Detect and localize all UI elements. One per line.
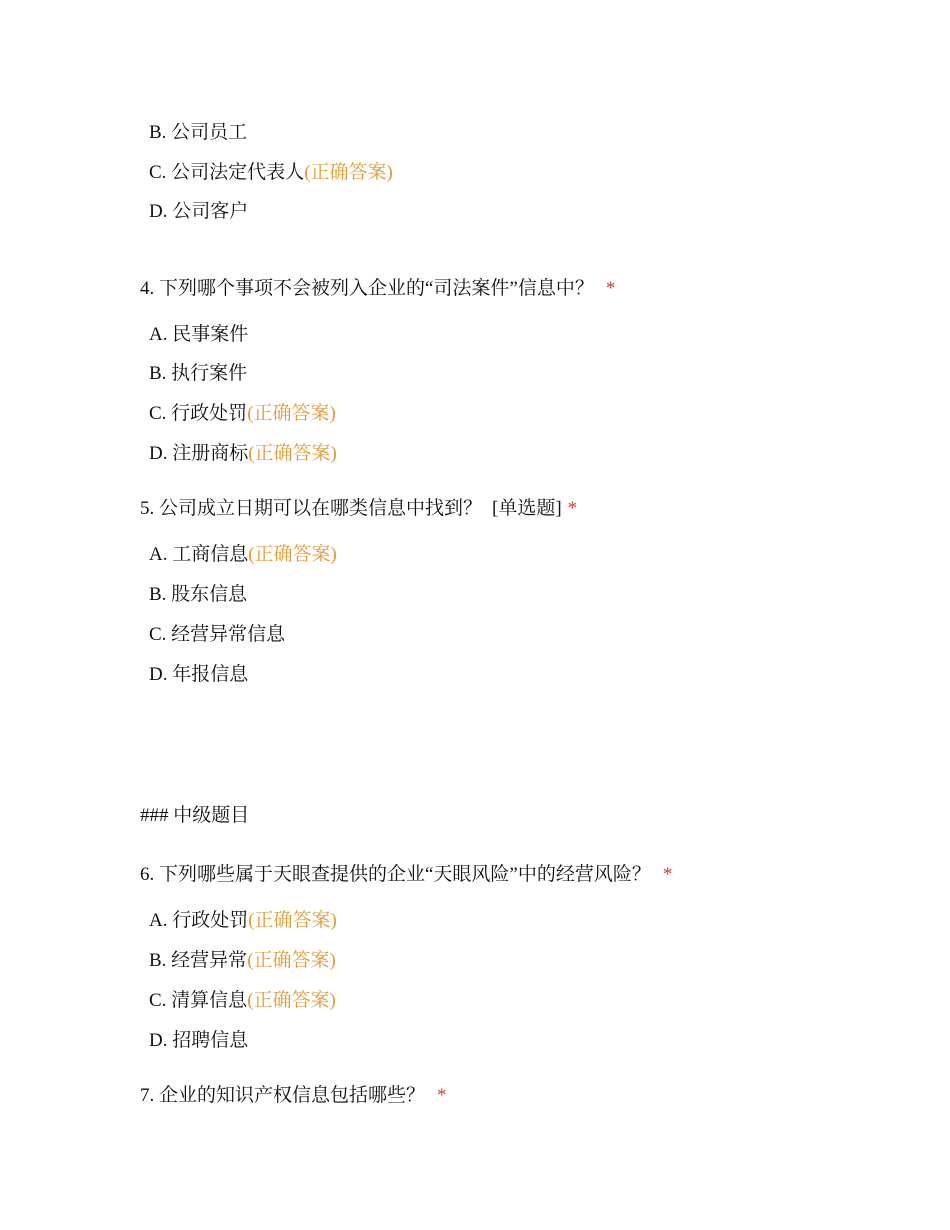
q3-option-b [149, 120, 247, 146]
required-marker: * [605, 278, 616, 299]
option-label: C. 公司法定代表人 [149, 162, 305, 183]
option-label: D. 注册商标 [149, 443, 249, 464]
q6-option-c [149, 988, 336, 1014]
q6-option-a [149, 908, 337, 934]
option-label: D. 年报信息 [149, 664, 249, 685]
option-label: D. 招聘信息 [149, 1030, 249, 1051]
q5-option-b [149, 582, 247, 608]
question-text: 7. 企业的知识产权信息包括哪些？ [140, 1085, 426, 1106]
correct-answer-tag: (正确答案) [247, 950, 336, 971]
q5-option-a [149, 542, 337, 568]
q7-title [140, 1083, 447, 1109]
correct-answer-tag: (正确答案) [248, 910, 337, 931]
q6-option-d [149, 1028, 248, 1054]
option-label: A. 行政处罚 [149, 910, 249, 931]
q4-option-a [149, 322, 248, 348]
option-label: C. 清算信息 [149, 990, 248, 1011]
q3-option-d [149, 199, 248, 225]
question-text: 5. 公司成立日期可以在哪类信息中找到？ [140, 498, 483, 519]
option-label: B. 经营异常 [149, 950, 248, 971]
q6-option-b [149, 948, 336, 974]
q5-option-d [149, 662, 248, 688]
question-text: 4. 下列哪个事项不会被列入企业的“司法案件”信息中？ [140, 278, 594, 299]
q4-option-c [149, 401, 336, 427]
option-label: A. 民事案件 [149, 324, 249, 345]
option-label: C. 行政处罚 [149, 403, 248, 424]
question-text: 6. 下列哪些属于天眼查提供的企业“天眼风险”中的经营风险？ [140, 864, 651, 885]
required-marker: * [567, 498, 578, 519]
option-label: B. 股东信息 [149, 584, 248, 605]
q4-title [140, 276, 615, 302]
option-label: B. 执行案件 [149, 363, 248, 384]
q3-option-c [149, 160, 393, 186]
option-label: D. 公司客户 [149, 201, 249, 222]
q4-option-d [149, 441, 337, 467]
section-heading: ### 中级题目 [140, 805, 250, 826]
q6-title [140, 862, 672, 888]
correct-answer-tag: (正确答案) [248, 443, 337, 464]
option-label: A. 工商信息 [149, 544, 249, 565]
q5-title [140, 496, 577, 522]
question-type-tag: [单选题] [492, 498, 562, 519]
option-label: B. 公司员工 [149, 122, 248, 143]
correct-answer-tag: (正确答案) [247, 403, 336, 424]
correct-answer-tag: (正确答案) [248, 544, 337, 565]
required-marker: * [437, 1085, 447, 1106]
q4-option-b [149, 361, 247, 387]
correct-answer-tag: (正确答案) [304, 162, 393, 183]
option-label: C. 经营异常信息 [149, 624, 286, 645]
correct-answer-tag: (正确答案) [247, 990, 336, 1011]
required-marker: * [662, 864, 673, 885]
q5-option-c [149, 622, 285, 648]
